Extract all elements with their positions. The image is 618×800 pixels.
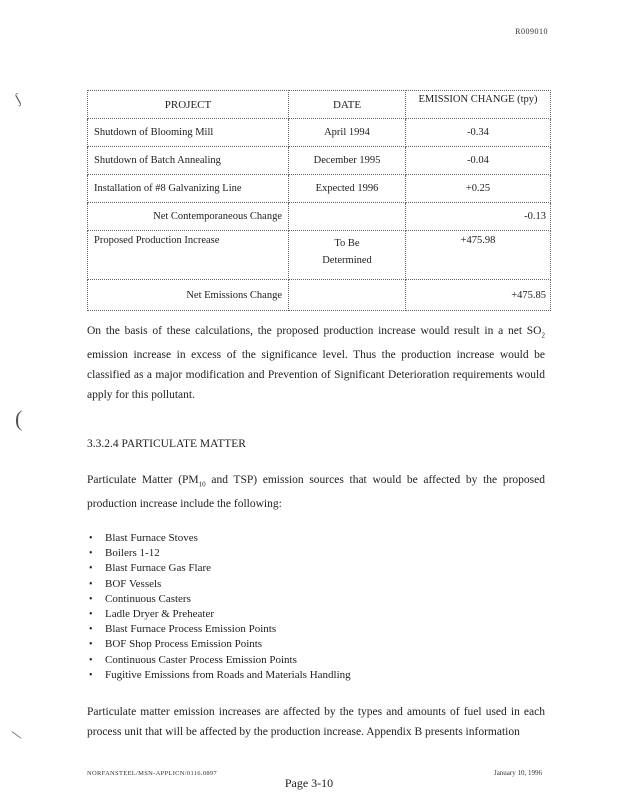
- page-number: Page 3-10: [284, 776, 334, 790]
- list-item: • Continuous Casters: [87, 592, 351, 607]
- paragraph-text: and TSP) emission sources that would be affected by the proposed production increase include the following:: [87, 474, 545, 511]
- table-row: [88, 231, 551, 280]
- cell-project: Installation of #8 Galvanizing Line: [88, 175, 289, 203]
- cell-change: +0.25: [406, 175, 551, 203]
- cell-date: [289, 203, 406, 231]
- cell-date: [289, 280, 406, 311]
- table-row: [88, 147, 551, 175]
- cell-change: -0.34: [406, 119, 551, 147]
- margin-mark-top: ʃ: [12, 91, 24, 108]
- cell-project: Net Emissions Change: [88, 280, 289, 311]
- margin-mark-bottom: \: [10, 727, 24, 744]
- cell-date: [289, 231, 406, 280]
- table-row-subtotal: [88, 203, 551, 231]
- list-item: • Blast Furnace Gas Flare: [87, 561, 351, 576]
- cell-change: -0.04: [406, 147, 551, 175]
- cell-change: +475.85: [406, 280, 551, 311]
- document-id: R009010: [515, 27, 548, 36]
- list-item: • Ladle Dryer & Preheater: [87, 607, 351, 622]
- header-date: DATE: [289, 91, 406, 119]
- table-row-total: [88, 280, 551, 311]
- cell-project: Net Contemporaneous Change: [88, 203, 289, 231]
- date-line-1: To Be: [334, 238, 360, 249]
- list-item: • Boilers 1-12: [87, 546, 351, 561]
- emission-source-list: [87, 531, 351, 683]
- margin-mark-middle: (: [15, 406, 23, 431]
- cell-project: Shutdown of Blooming Mill: [88, 119, 289, 147]
- subscript: 10: [198, 480, 206, 489]
- paragraph-text: On the basis of these calculations, the proposed production increase would result in a net SO: [87, 325, 542, 337]
- cell-date: Expected 1996: [289, 175, 406, 203]
- cell-project: Shutdown of Batch Annealing: [88, 147, 289, 175]
- footer-file-path: NORFANSTEEL/MSN-APPLICN/0116.0897: [87, 770, 217, 777]
- paragraph-text: emission increase in excess of the significance level. Thus the production increase would be classified as a major modification and Prevention of Significant Deterioration requirements would apply for this pollutant.: [87, 349, 545, 402]
- subscript: 2: [541, 331, 545, 340]
- list-item: • Blast Furnace Stoves: [87, 531, 351, 546]
- paragraph-so2-conclusion: [87, 321, 545, 405]
- paragraph-fuel-info: Particulate matter emission increases are affected by the types and amounts of fuel used in each process unit that will be affected by the production increase. Appendix B presents information: [87, 706, 545, 738]
- header-project: PROJECT: [88, 91, 289, 119]
- cell-change: -0.13: [406, 203, 551, 231]
- header-emission-change: EMISSION CHANGE (tpy): [406, 91, 551, 119]
- table-row: [88, 119, 551, 147]
- table-header-row: [88, 91, 551, 119]
- cell-change: +475.98: [406, 231, 551, 280]
- section-heading: 3.3.2.4 PARTICULATE MATTER: [87, 438, 246, 450]
- date-line-2: Determined: [322, 255, 372, 266]
- paragraph-pm-intro: [87, 470, 545, 514]
- emission-change-table: [87, 90, 551, 311]
- list-item: • Fugitive Emissions from Roads and Materials Handling: [87, 668, 351, 683]
- cell-project: Proposed Production Increase: [88, 231, 289, 280]
- list-item: • BOF Shop Process Emission Points: [87, 637, 351, 652]
- paragraph-text: Particulate Matter (PM: [87, 474, 199, 486]
- cell-date: December 1995: [289, 147, 406, 175]
- cell-date: April 1994: [289, 119, 406, 147]
- list-item: • BOF Vessels: [87, 577, 351, 592]
- list-item: • Continuous Caster Process Emission Points: [87, 653, 351, 668]
- list-item: • Blast Furnace Process Emission Points: [87, 622, 351, 637]
- footer-date: January 10, 1996: [493, 769, 542, 777]
- table-row: [88, 175, 551, 203]
